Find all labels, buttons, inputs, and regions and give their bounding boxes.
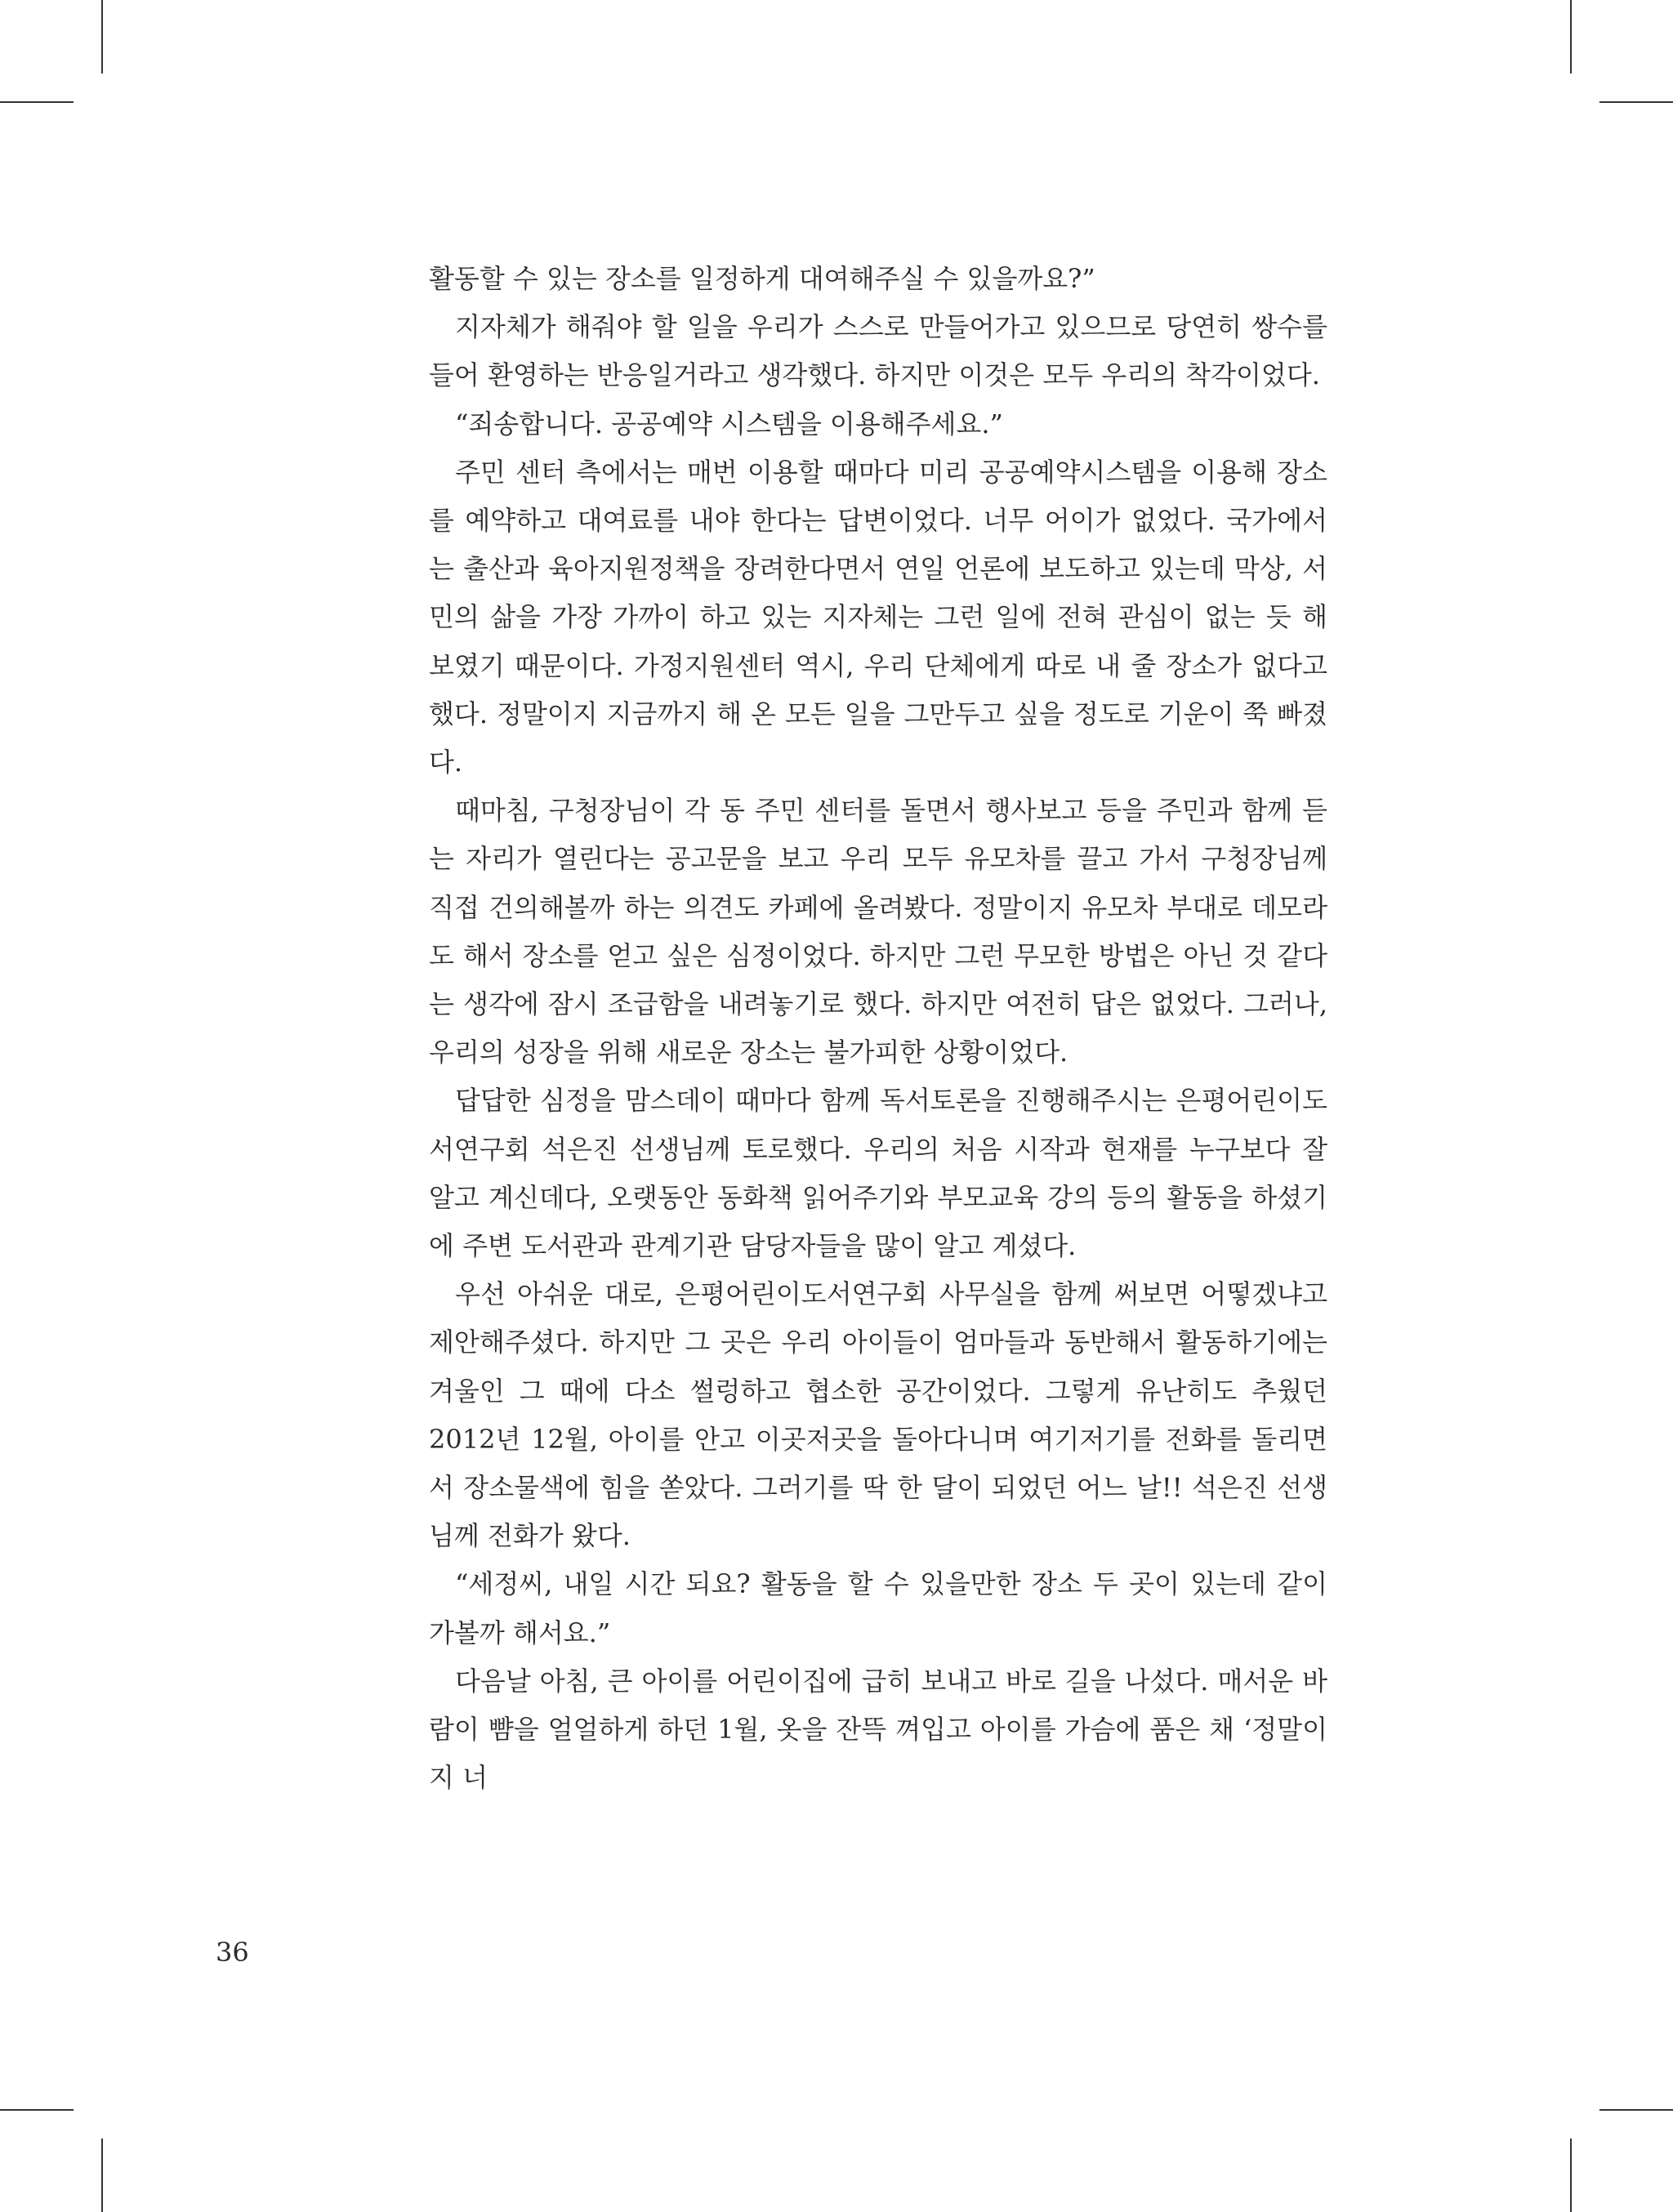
page-number: 36 — [216, 1937, 249, 1968]
paragraph: 때마침, 구청장님이 각 동 주민 센터를 돌면서 행사보고 등을 주민과 함께 듣는 자리가 열린다는 공고문을 보고 우리 모두 유모차를 끌고 가서 구청장님께 직접 건의해볼까 하는 의견도 카페에 올려봤다. 정말이지 유모차 부대로 데모라도 해서 장소를 얻고 싶은 심정이었다. 하지만 그런 무모한 방법은 아닌 것 같다는 생각에 잠시 조급함을 내려놓기로 했다. 하지만 여전히 답은 없었다. 그러나, 우리의 성장을 위해 새로운 장소는 불가피한 상황이었다. — [429, 795, 1327, 1068]
crop-mark-bottom-right-horizontal — [1599, 2109, 1673, 2111]
crop-mark-bottom-right-vertical — [1570, 2138, 1572, 2212]
paragraph: “죄송합니다. 공공예약 시스템을 이용해주세요.” — [455, 408, 1003, 439]
paragraph: 다음날 아침, 큰 아이를 어린이집에 급히 보내고 바로 길을 나섰다. 매서운 바람이 뺨을 얼얼하게 하던 1월, 옷을 잔뜩 껴입고 아이를 가슴에 품은 채 ‘정말이지 너 — [429, 1665, 1327, 1794]
crop-mark-top-left-horizontal — [0, 101, 74, 103]
paragraph: 지자체가 해줘야 할 일을 우리가 스스로 만들어가고 있으므로 당연히 쌍수를 들어 환영하는 반응일거라고 생각했다. 하지만 이것은 모두 우리의 착각이었다. — [429, 311, 1327, 391]
body-text — [429, 255, 1327, 1803]
crop-mark-bottom-left-horizontal — [0, 2109, 74, 2111]
paragraph: “세정씨, 내일 시간 되요? 활동을 할 수 있을만한 장소 두 곳이 있는데 같이 가볼까 해서요.” — [429, 1568, 1327, 1648]
paragraph: 주민 센터 측에서는 매번 이용할 때마다 미리 공공예약시스템을 이용해 장소를 예약하고 대여료를 내야 한다는 답변이었다. 너무 어이가 없었다. 국가에서는 출산과 육아지원정책을 장려한다면서 연일 언론에 보도하고 있는데 막상, 서민의 삶을 가장 가까이 하고 있는 지자체는 그런 일에 전혀 관심이 없는 듯 해 보였기 때문이다. 가정지원센터 역시, 우리 단체에게 따로 내 줄 장소가 없다고 했다. 정말이지 지금까지 해 온 모든 일을 그만두고 싶을 정도로 기운이 쭉 빠졌다. — [429, 456, 1327, 778]
paragraph: 우선 아쉬운 대로, 은평어린이도서연구회 사무실을 함께 써보면 어떻겠냐고 제안해주셨다. 하지만 그 곳은 우리 아이들이 엄마들과 동반해서 활동하기에는 겨울인 그 때에 다소 썰렁하고 협소한 공간이었다. 그렇게 유난히도 추웠던 2012년 12월, 아이를 안고 이곳저곳을 돌아다니며 여기저기를 전화를 돌리면서 장소물색에 힘을 쏟았다. 그러기를 딱 한 달이 되었던 어느 날!! 석은진 선생님께 전화가 왔다. — [429, 1278, 1327, 1552]
crop-mark-bottom-left-vertical — [101, 2138, 103, 2212]
crop-mark-top-left-vertical — [101, 0, 103, 74]
paragraph: 답답한 심정을 맘스데이 때마다 함께 독서토론을 진행해주시는 은평어린이도서연구회 석은진 선생님께 토로했다. 우리의 처음 시작과 현재를 누구보다 잘 알고 계신데다, 오랫동안 동화책 읽어주기와 부모교육 강의 등의 활동을 하셨기에 주변 도서관과 관계기관 담당자들을 많이 알고 계셨다. — [429, 1085, 1327, 1262]
crop-mark-top-right-horizontal — [1599, 101, 1673, 103]
crop-mark-top-right-vertical — [1570, 0, 1572, 74]
paragraph: 활동할 수 있는 장소를 일정하게 대여해주실 수 있을까요?” — [429, 263, 1095, 294]
